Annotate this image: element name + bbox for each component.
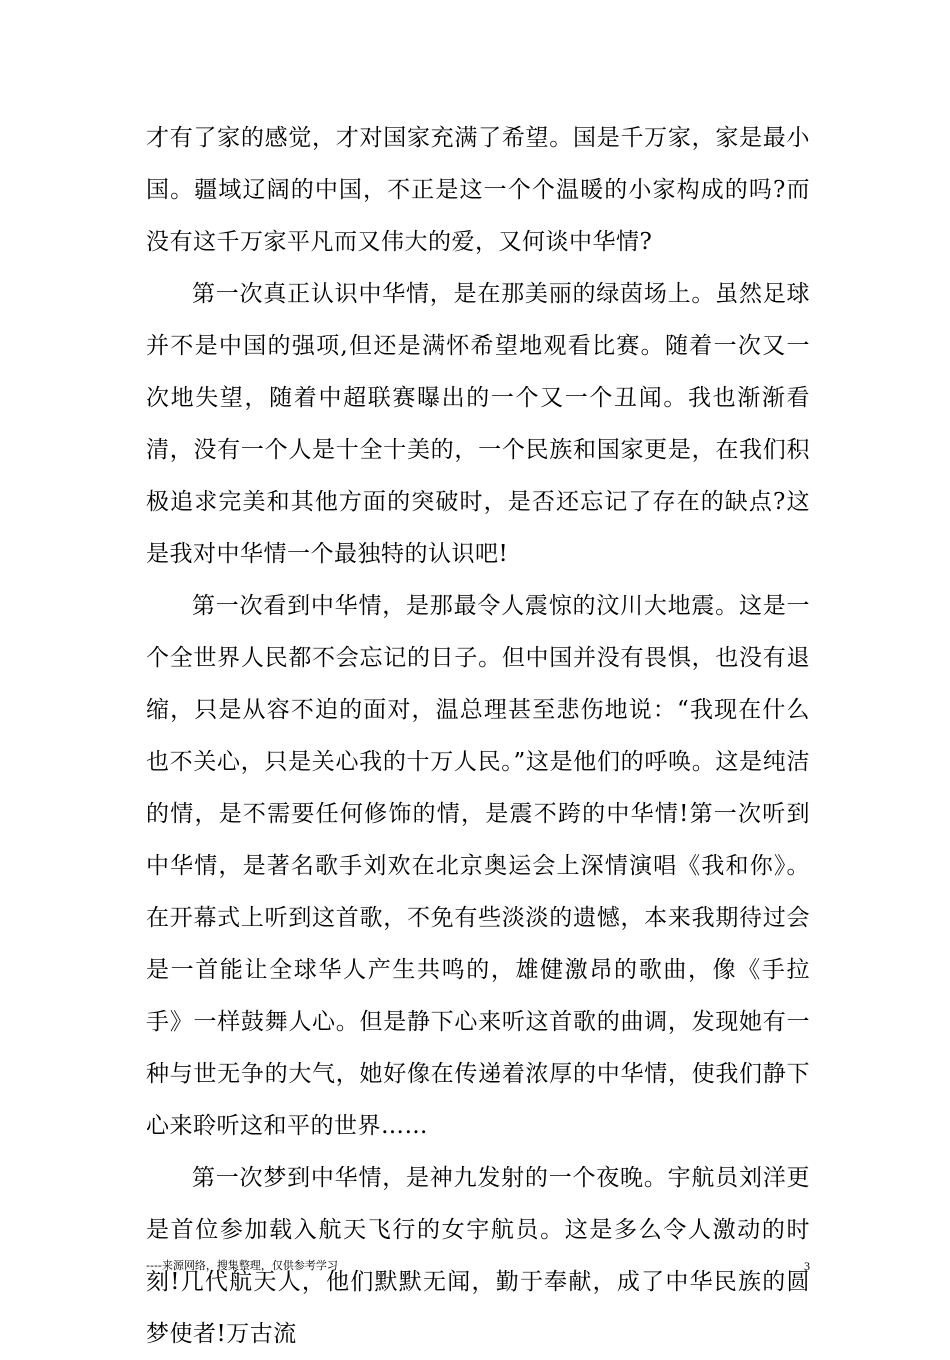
footer-source-note: ----来源网络，搜集整理，仅供参考学习 [146,1259,338,1272]
document-body [146,112,810,1360]
paragraph-2: 第一次真正认识中华情，是在那美丽的绿茵场上。虽然足球并不是中国的强项,但还是满怀希望地观看比赛。随着一次又一次地失望，随着中超联赛曝出的一个又一个丑闻。我也渐渐看清，没有一个人是十全十美的，一个民族和国家更是，在我们积极追求完美和其他方面的突破时，是否还忘记了存在的缺点?这是我对中华情一个最独特的认识吧! [146,281,810,567]
paragraph-1: 才有了家的感觉，才对国家充满了希望。国是千万家，家是最小国。疆域辽阔的中国，不正是这一个个温暖的小家构成的吗?而没有这千万家平凡而又伟大的爱，又何谈中华情? [146,125,810,255]
paragraph-3: 第一次看到中华情，是那最令人震惊的汶川大地震。这是一个全世界人民都不会忘记的日子。但中国并没有畏惧，也没有退缩，只是从容不迫的面对，温总理甚至悲伤地说：“我现在什么也不关心，只是关心我的十万人民。”这是他们的呼唤。这是纯洁的情，是不需要任何修饰的情，是震不跨的中华情!第一次听到中华情，是著名歌手刘欢在北京奥运会上深情演唱《我和你》。在开幕式上听到这首歌，不免有些淡淡的遗憾，本来我期待过会是一首能让全球华人产生共鸣的，雄健激昂的歌曲，像《手拉手》一样鼓舞人心。但是静下心来听这首歌的曲调，发现她有一种与世无争的大气，她好像在传递着浓厚的中华情，使我们静下心来聆听这和平的世界…… [146,593,810,1139]
page-number: 3 [804,1259,810,1273]
paragraph-4: 第一次梦到中华情，是神九发射的一个夜晚。宇航员刘洋更是首位参加载入航天飞行的女宇航员。这是多么令人激动的时刻!几代航天人，他们默默无闻，勤于奉献，成了中华民族的圆梦使者!万古流 [146,1165,810,1347]
